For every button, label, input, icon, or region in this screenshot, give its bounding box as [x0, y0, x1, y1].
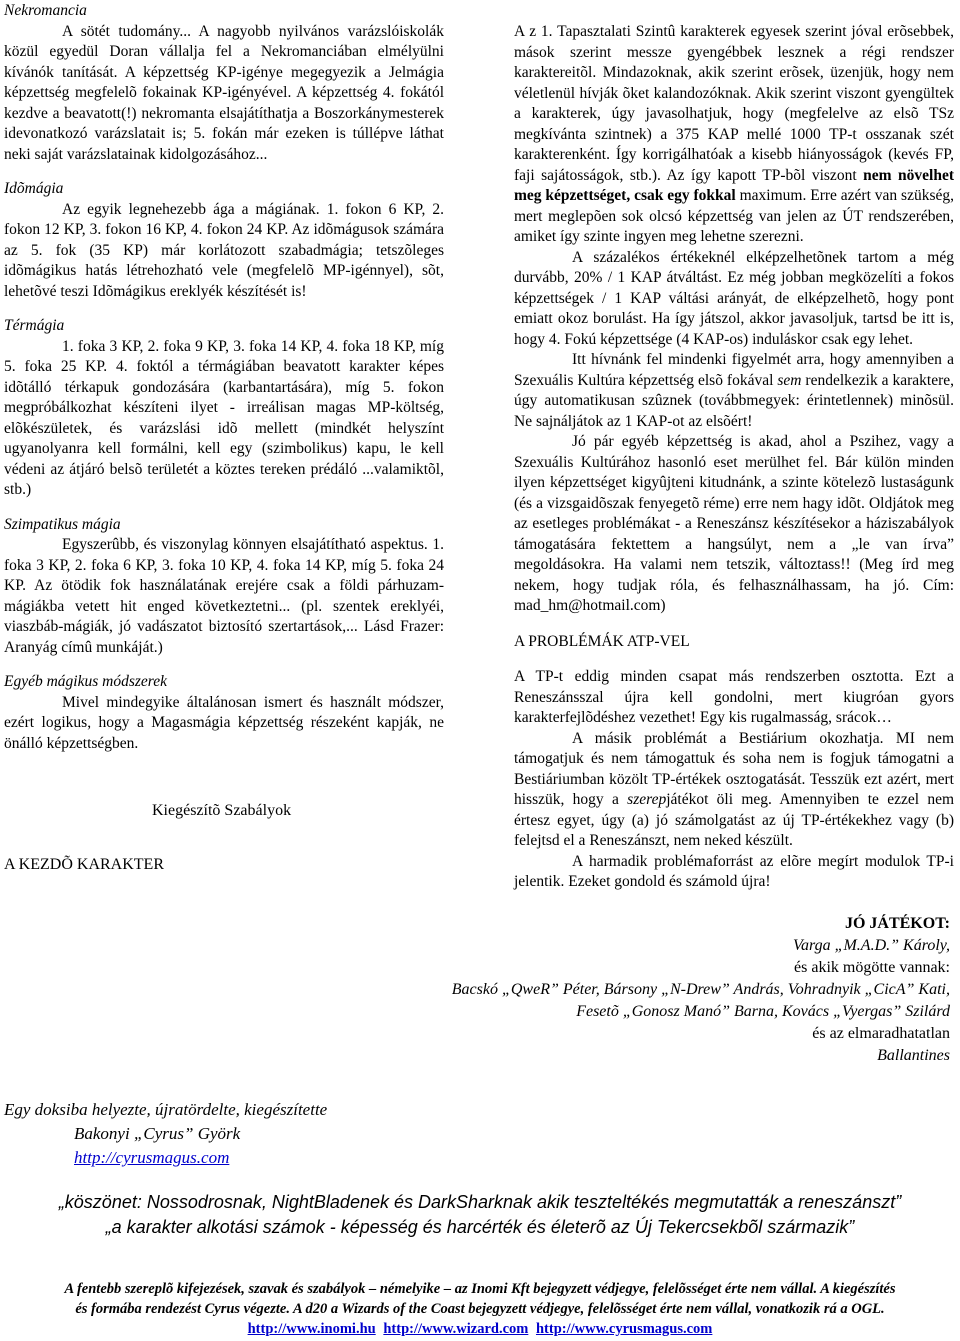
right-column [514, 22, 954, 893]
thanks-line-1: „köszönet: Nossodrosnak, NightBladenek és DarkSharknak akik teszteltékés megmutatták a reneszánszt” [58, 1192, 902, 1212]
left-column [4, 0, 444, 754]
q2-text-b: játékot öli meg. Amennyiben te ezzel nem értesz egyet, úgy (a) jó számolgatást az új TP-értékekhez vagy (b) felejtsd el a Reneszánszt, nem neked készült. [514, 791, 955, 849]
credits-line-1: Varga „M.A.D.” Károly, [792, 937, 950, 954]
idomagia-text: Az egyik legnehezebb ága a mágiának. 1. fokon 6 KP, 2. fokon 12 KP, 3. fokon 16 KP, 4. fokon 24 KP. Az idõmágusok számára az 5. fok (35 KP) már korlátozott szabadmágia; tetszõleges idõmágikus hatás létrehozható vele (megfelelõ MP-igénnyel), sõt, lehetõvé teszi Idõmágikus ereklyék készítését is! [4, 200, 444, 300]
p3-sem: sem [777, 371, 802, 389]
right-paragraph-1 [514, 22, 954, 248]
problem-paragraph-2 [514, 729, 954, 852]
footer-links [0, 1319, 960, 1339]
kezdo-karakter-heading: A KEZDÕ KARAKTER [4, 856, 164, 873]
p3-text-b: rendelkezik a karaktere, úgy automatikusan szûznek (továbbmegyek: érintetlennek) minõsül. Ne sajnáljátok az 1 KAP-ot az elsõért! [514, 371, 955, 430]
thanks-block [0, 1190, 960, 1240]
credits-line-3: Bacskó „QweR” Péter, Bársony „N-Drew” András, Vohradnyik „CicA” Kati, [451, 981, 950, 998]
p1-end: maximum. Erre azért van szükség, mert meglepõen sok olcsó képzettség van jelen az ÚT rendszerében, amiket így szinte ingyen meg lehetne szerezni. [514, 187, 954, 245]
p1-bold: nem növelhet meg képzettséget, csak egy fokkal [514, 166, 954, 204]
thanks-line-2: „a karakter alkotási számok - képesség és harcérték és életerõ az Új Tekercsekbõl származik” [105, 1217, 855, 1237]
p1-text: A z 1. Tapasztalati Szintû karakterek egyesek szerint jóval erõsebbek, mások szerint messze gyengébbek lesznek a régi rendszer karaktereitõl. Mindazoknak, akik szerint erõsek, üzenjük, hogy nem véletlenül hívják õket kalandozóknak. Akik szerint viszont gyengültek a karakterek, úgy javasolhatjuk, hogy (megfelelve az elsõ TSz megkívánta szintnek) a 375 KAP mellé 1000 TP-t osszanak szét karakterenként. Így korrigálhatóak a kisebb hiányosságok (kevés FP, faji sajátosságok, stb.). Az így kapott TP-bõl viszont [514, 23, 954, 184]
q2-szerep: szerep [627, 791, 667, 808]
nekromancia-title: Nekromancia [4, 2, 87, 19]
problem-paragraph-3: A harmadik problémaforrást az elõre megírt modulok TP-i jelentik. Ezeket gondold és számold újra! [514, 852, 954, 890]
egyeb-title: Egyéb mágikus módszerek [4, 673, 167, 690]
q2-text-a: A másik problémát a Bestiárium okozhatja. MI nem támogatjuk és nem támogattuk és soha nem is fogjuk támogatni a Bestiáriumban közölt TP-értékek osztogatását. Tesszük ezt azért, mert hisszük, hogy a [514, 729, 954, 808]
typeset-line-2: Bakonyi „Cyrus” Györk [74, 1124, 241, 1143]
credits-line-6: Ballantines [877, 1047, 950, 1064]
szimpatikus-text: Egyszerûbb, és viszonylag könnyen elsajátítható aspektus. 1. foka 3 KP, 2. foka 6 KP, 3. foka 10 KP, 4. foka 14 KP, míg 5. foka 24 KP. Az ötödik fok használatának erejére csak a földi párhuzam-mágiákba vetett hit enged következtetni... (pl. szentek ereklyéi, viaszbáb-mágiák, jó vadászatot biztosító szertartások,... Lásd Frazer: Aranyág címû munkáját.) [4, 536, 444, 656]
footer-link-wizard[interactable]: http://www.wizard.com [383, 1321, 529, 1337]
problem-paragraph-1: A TP-t eddig minden csapat más rendszerben osztotta. Ezt a Reneszánsszal újra kell gondolni, mert kiugróan gyors karakterfejlõdéshez vezethet! Egy kis rugalmasság, srácok… [514, 668, 954, 726]
right-paragraph-2: A százalékos értékeknél elképzelhetõnek tartom a még durvább, 20% / 1 KAP átváltást. Ez még jobban megközelíti a fokos képzettségek / 1 KAP váltási arányát, de elképzelhetõ, hogy pont emiatt okoz borulást. Ha így játszol, akkor javasoljuk, tartsd be itt is, hogy 4. Fokú képzettsége (4 KAP-os) induláskor csak egy lehet. [514, 248, 954, 348]
footer-line-1: A fentebb szereplõ kifejezések, szavak és szabályok – némelyike – az Inomi Kft bejegyzett védjegye, felelõsséget érte nem vállal. A kiegészítés [64, 1281, 896, 1297]
kiegeszito-heading: Kiegészítõ Szabályok [152, 802, 292, 819]
termagia-title: Térmágia [4, 317, 65, 334]
right-paragraph-3 [514, 350, 954, 432]
credits-heading: JÓ JÁTÉKOT: [844, 915, 950, 932]
footer-link-inomi[interactable]: http://www.inomi.hu [247, 1321, 376, 1337]
credits-line-5: és az elmaradhatatlan [812, 1025, 950, 1042]
cyrusmagus-link[interactable]: http://cyrusmagus.com [74, 1148, 230, 1167]
credits-line-4: Fesetõ „Gonosz Manó” Barna, Kovács „Vyergas” Szilárd [576, 1003, 950, 1020]
problemak-heading: A PROBLÉMÁK ATP-VEL [514, 632, 690, 650]
right-paragraph-4: Jó pár egyéb képzettség is akad, ahol a Pszihez, vagy a Szexuális Kultúrához hasonló eset merülhet fel. Bár külön minden ilyen képzettséget kigyûjteni kitudnánk, a szinte kötelezõ lustaságunk (és a vizsgaidõszak fenyegetõ réme) erre nem hagy idõt. Oldjátok meg az esetleges problémákat - a Reneszánsz készítésekor a háziszabályok támogatására fektettem a hangsúlyt, nem a „le van írva” megoldásokra. Ha valami nem tetszik, változtass!! (Meg írd meg nekem, hogy tudjak róla, és felhasználhassam, ha jó. Cím: mad_hm@hotmail.com) [514, 433, 954, 614]
credits-block [330, 913, 950, 1067]
footer-link-cyrusmagus[interactable]: http://www.cyrusmagus.com [535, 1321, 713, 1337]
typeset-line-1: Egy doksiba helyezte, újratördelte, kiegészítette [4, 1100, 328, 1119]
typeset-block [4, 1098, 524, 1170]
nekromancia-text: A sötét tudomány... A nagyobb nyilvános varázslóiskolák közül egyedül Doran vállalja fel a Nekromanciában elmélyülni kívánók tanítását. A képzettség KP-igénye megegyezik a Jelmágia képzettség megfelelõ fokainak KP-igényével. A képzettség 4. fokától kezdve a beavatott(!) nekromanta elsajátíthatja a Boszorkánymesterek idevonatkozó varázslatait is; 5. fokán már ezeken is túllépve láthat neki saját varázslatainak kidolgozásához... [4, 22, 444, 163]
footer-line-2: és formába rendezést Cyrus végezte. A d20 a Wizards of the Coast bejegyzett védjegye, felelõsséget érte nem vállal, vonatkozik rá a OGL. [75, 1301, 885, 1317]
idomagia-title: Idõmágia [4, 180, 64, 197]
egyeb-text: Mivel mindegyike általánosan ismert és használt módszer, ezért logikus, hogy a Magasmágia képzettség részeként kapják, ne önálló képzettségben. [4, 693, 444, 752]
credits-line-2: és akik mögötte vannak: [794, 959, 950, 976]
termagia-text: 1. foka 3 KP, 2. foka 9 KP, 3. foka 14 KP, 4. foka 18 KP, míg 5. foka 25 KP. 4. foktól a térmágiában beavatott karakter képes idõtálló térkapuk gondozására (karbantartására), míg 5. fokon megpróbálkozhat készíteni ilyet - irreálisan magas MP-költség, elõkészületek, és varázslási idõ mellett (mindkét helyszínt ugyanolyanra kell formálni, kell egy (szimbolikus) kapu, le kell védeni az átjáró belsõ területét a köztes tereken prédáló ...valamiktõl, stb.) [4, 337, 444, 498]
p3-text-a: Itt hívnánk fel mindenki figyelmét arra, hogy amennyiben a Szexuális Kultúra képzettség elsõ fokával [514, 351, 954, 389]
footer-block [0, 1279, 960, 1339]
szimpatikus-title: Szimpatikus mágia [4, 515, 121, 533]
